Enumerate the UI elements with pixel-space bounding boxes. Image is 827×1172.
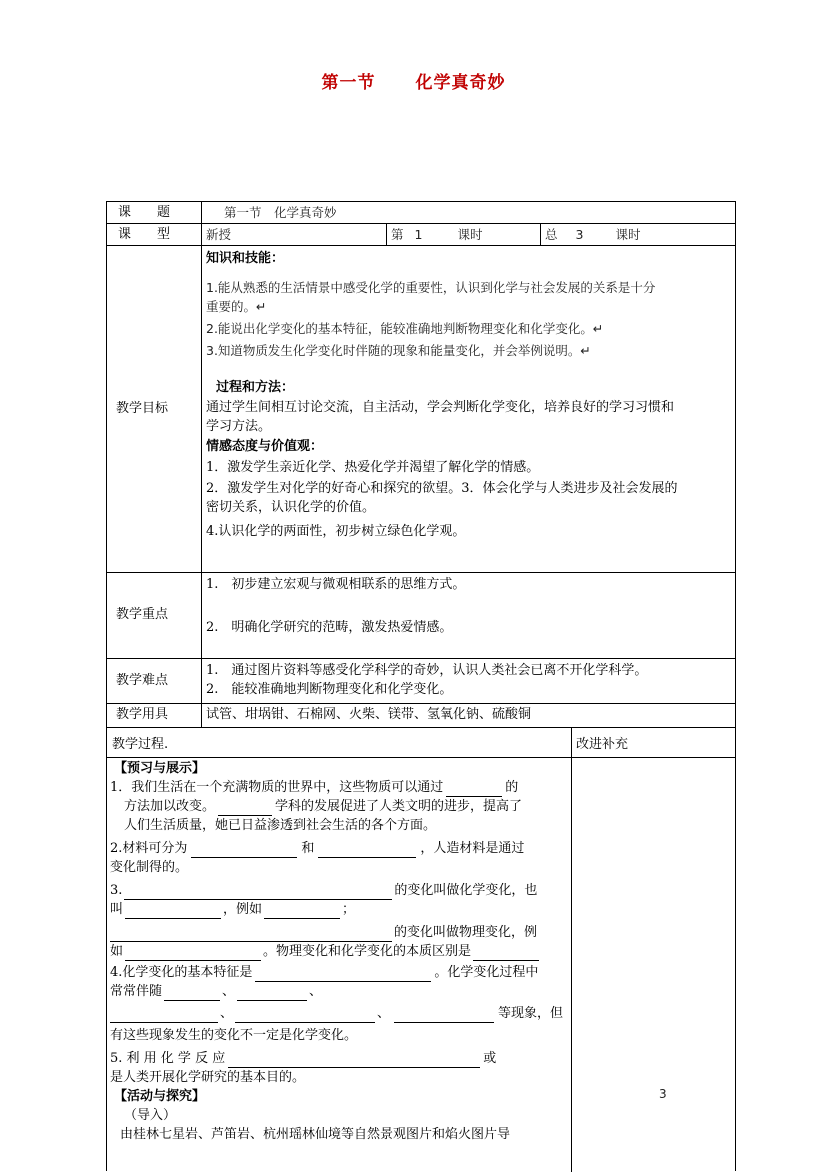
objective-e4: 4.认识化学的两面性，初步树立绿色化学观。 (206, 524, 466, 539)
objective-e2: 2．激发学生对化学的好奇心和探究的欲望。3．体会化学与人类进步及社会发展的 (206, 481, 678, 496)
tools-label: 教学用具 (116, 707, 169, 722)
activity-heading: 【活动与探究】 (114, 1089, 206, 1104)
process-label: 教学过程. (112, 737, 169, 752)
knowledge-heading: 知识和技能： (206, 251, 285, 266)
row-key-points (106, 572, 736, 659)
preview-q1-end: 人们生活质量，她已日益渗透到社会生活的各个方面。 (124, 818, 437, 833)
difficulty-1: 1. 通过图片资料等感受化学科学的奇妙，认识人类社会已离不开化学科学。 (206, 663, 648, 678)
objective-e2-cont: 密切关系，认识化学的价值。 (206, 500, 376, 515)
objective-k1: 1.能从熟悉的生活情景中感受化学的重要性，认识到化学与社会发展的关系是十分 (206, 280, 656, 295)
objective-e1: 1．激发学生亲近化学、热爱化学并渴望了解化学的情感。 (206, 460, 540, 475)
key-point-2: 2. 明确化学研究的范畴，激发热爱情感。 (206, 620, 453, 635)
total-cell: 总 3 课时 (540, 224, 736, 246)
preview-q2-cont: 变化制得的。 (110, 860, 189, 875)
notes-label: 改进补充 (576, 737, 629, 752)
preview-q1-cont: 方法加以改变。 学科的发展促进了人类文明的进步，提高了 (124, 799, 523, 814)
preview-q3-physical: 的变化叫做物理变化，例 (110, 923, 567, 942)
preview-heading: 【预习与展示】 (114, 761, 206, 776)
preview-q2: 2.材料可分为 和 ，人造材料是通过 (110, 841, 525, 856)
row-type (106, 223, 736, 246)
row-objectives (106, 245, 736, 573)
row-topic (106, 201, 736, 224)
objectives-label: 教学目标 (116, 401, 169, 416)
key-point-1: 1. 初步建立宏观与微观相联系的思维方式。 (206, 577, 466, 592)
row-tools (106, 703, 736, 728)
objective-k3: 3.知道物质发生化学变化时伴随的现象和能量变化，并会举例说明。↵ (206, 343, 591, 358)
page-title: 第一节 化学真奇妙 (321, 73, 506, 93)
row-difficulties (106, 658, 736, 704)
period-cell: 第 1 课时 (386, 224, 540, 246)
preview-q5-cont: 是人类开展化学研究的基本目的。 (110, 1070, 306, 1085)
page-number: 3 (659, 1087, 667, 1101)
type-label: 课 型 (118, 227, 171, 242)
emotion-heading: 情感态度与价值观： (206, 439, 324, 454)
topic-label: 课 题 (118, 205, 171, 220)
tools-value: 试管、坩埚钳、石棉网、火柴、镁带、氢氧化钠、硫酸铜 (206, 707, 532, 722)
preview-q5: 5. 利 用 化 学 反 应 或 (110, 1051, 497, 1066)
objective-p1-cont: 学习方法。 (206, 419, 272, 434)
activity-text: 由桂林七星岩、芦笛岩、杭州瑶林仙境等自然景观图片和焰火图片导 (120, 1127, 511, 1142)
activity-intro: （导入） (124, 1108, 177, 1123)
difficulty-2: 2. 能较准确地判断物理变化和化学变化。 (206, 682, 453, 697)
objective-k2: 2.能说出化学变化的基本特征，能较准确地判断物理变化和化学变化。↵ (206, 321, 604, 336)
preview-q3: 3. 的变化叫做化学变化，也 (110, 883, 538, 898)
difficulties-label: 教学难点 (116, 673, 169, 688)
key-points-label: 教学重点 (116, 607, 169, 622)
objective-p1: 通过学生间相互讨论交流，自主活动，学会判断化学变化，培养良好的学习习惯和 (206, 400, 675, 415)
topic-value: 第一节 化学真奇妙 (224, 205, 337, 220)
preview-q4-phenomena: 、 、 等现象，但 (110, 1004, 567, 1023)
preview-q3-difference: 如 。物理变化和化学变化的本质区别是 (110, 942, 567, 961)
preview-q3-cont: 叫 ，例如 ； (110, 902, 356, 917)
row-process-header (106, 727, 736, 758)
preview-q4-end: 有这些现象发生的变化不一定是化学变化。 (110, 1028, 358, 1043)
type-value: 新授 (206, 227, 232, 242)
process-heading: 过程和方法： (216, 380, 295, 395)
preview-q1: 1．我们生活在一个充满物质的世界中，这些物质可以通过 的 (110, 780, 519, 795)
preview-q4: 4.化学变化的基本特征是 。化学变化过程中 (110, 965, 539, 980)
preview-q4-cont: 常常伴随 、 、 (110, 984, 323, 999)
row-process-body (106, 757, 736, 1172)
objective-k1-cont: 重要的。↵ (206, 299, 267, 314)
